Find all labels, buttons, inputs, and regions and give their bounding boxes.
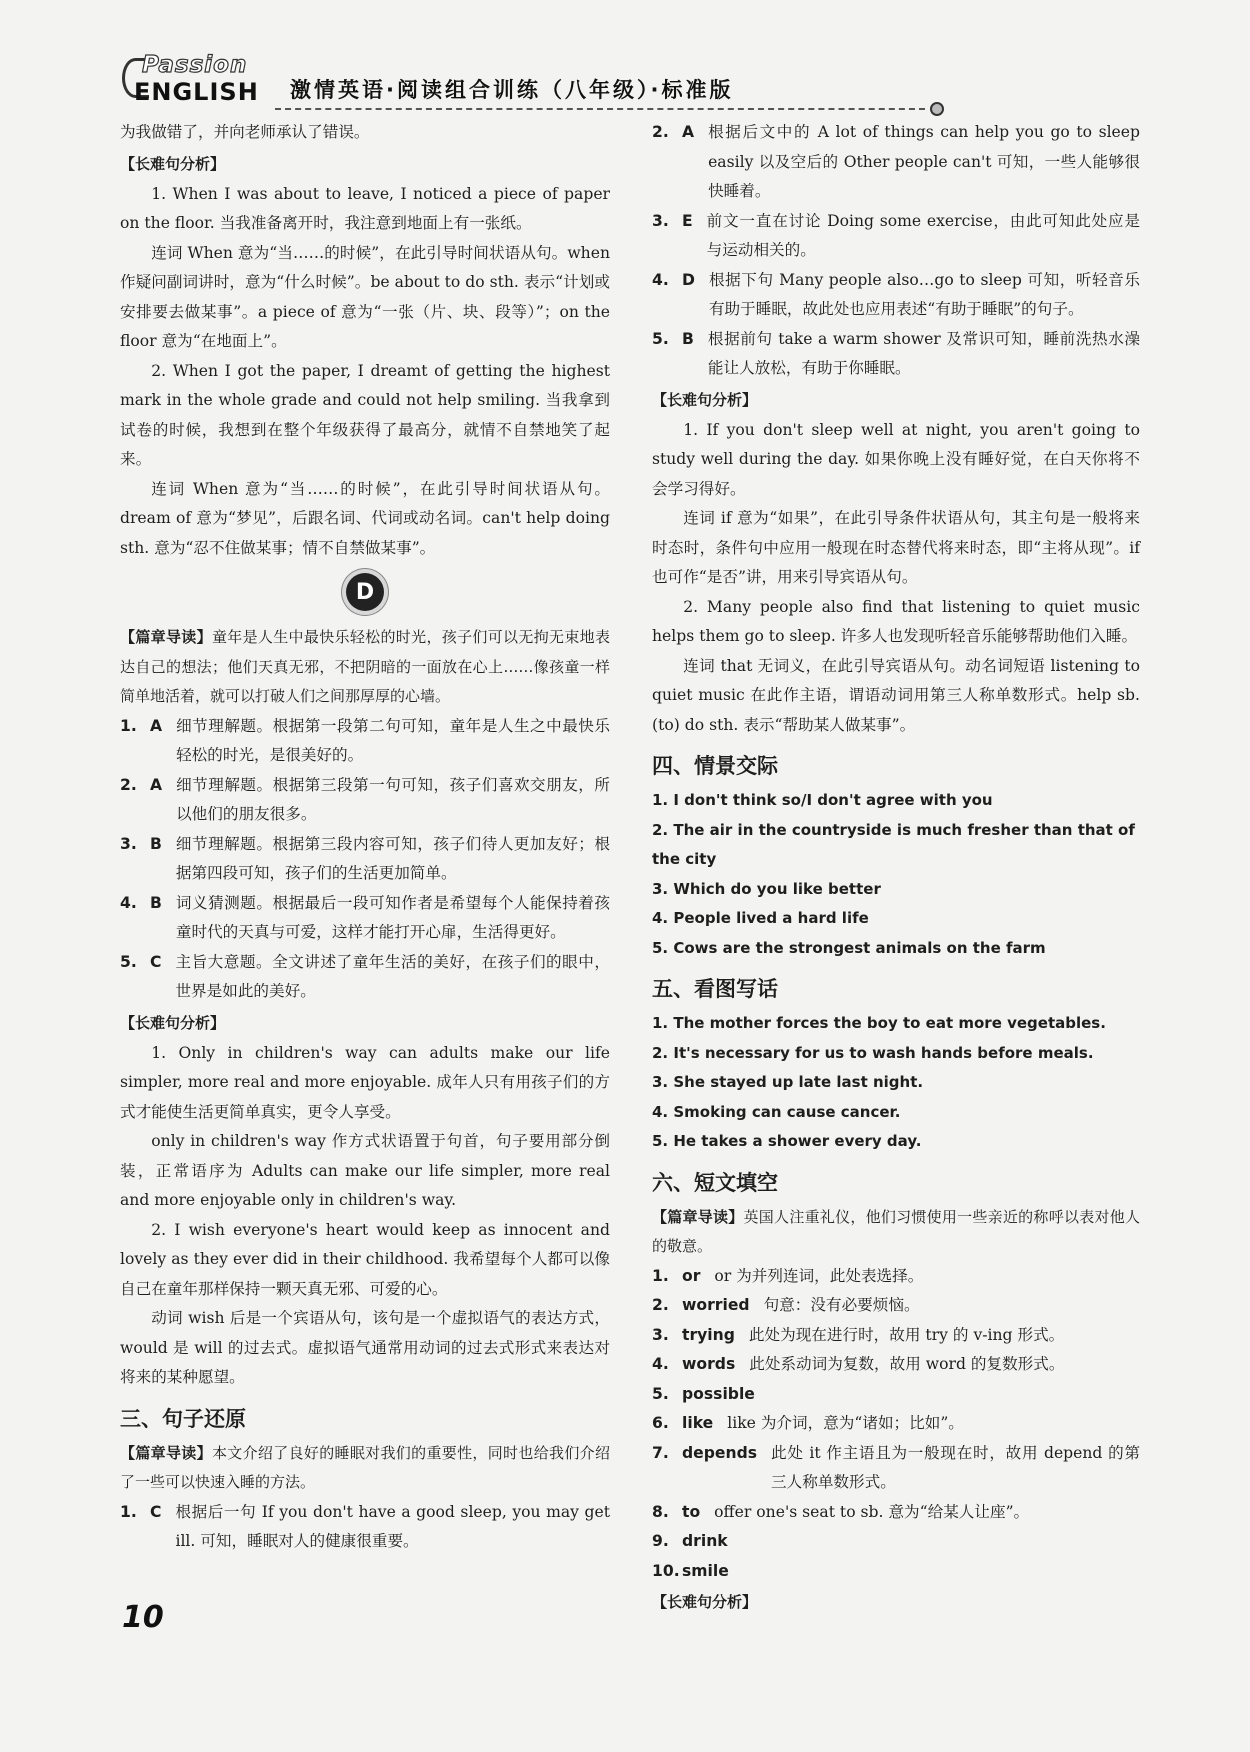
paragraph: 2. When I got the paper, I dreamt of getting the highest mark in the whole grade and could not help smiling. 当我拿到试卷的时候，我想到在整个年级获得了最高分，就情不自禁地笑了起来。 (120, 361, 610, 468)
paragraph: 连词 When 意为“当……的时候”，在此引导时间状语从句。when 作疑问副词讲时，意为“什么时候”。be about to do sth. 表示“计划或安排要去做某事”。a piece of 意为“一张（片、块、段等）”；on the floor 意为“在地面上”。 (120, 243, 610, 350)
paragraph: 连词 if 意为“如果”，在此引导条件状语从句，其主句是一般将来时态时，条件句中应用一般现在时态替代将来时态，即“主将从现”。if 也可作“是否”讲，用来引导宾语从句。 (652, 509, 1140, 586)
item-answer: C (150, 1502, 162, 1521)
item-number: 2. (652, 123, 669, 141)
answer-line: 4. People lived a hard life (652, 909, 869, 927)
item-explanation: 此处 it 作主语且为一般现在时，故用 depend 的第三人称单数形式。 (771, 1443, 1140, 1491)
answer-item (652, 1557, 1140, 1587)
answer-item (120, 771, 610, 830)
answer-line: 1. The mother forces the boy to eat more vegetables. (652, 1014, 1106, 1032)
passage-badge (120, 573, 610, 611)
item-explanation: 根据下句 Many people also…go to sleep 可知，听轻音乐有助于睡眠，故此处也应用表述“有助于睡眠”的句子。 (708, 270, 1140, 318)
section-heading: 五、看图写话 (652, 977, 778, 1001)
answer-item (652, 1409, 1140, 1439)
answer-item (120, 948, 610, 1007)
item-answer: A (150, 716, 163, 735)
item-explanation (769, 1380, 1140, 1410)
paragraph: 1. If you don't sleep well at night, you aren't going to study well during the day. 如果你晚上没有睡好觉，在白天你将不会学习得好。 (652, 420, 1140, 498)
item-explanation: 细节理解题。根据第三段第一句可知，孩子们喜欢交朋友，所以他们的朋友很多。 (176, 775, 610, 823)
answer-line: 1. I don't think so/I don't agree with you (652, 791, 993, 809)
answer-line: 2. The air in the countryside is much fresher than that of the city (652, 820, 1135, 868)
passage-intro (652, 1203, 1140, 1262)
answer-item (652, 1439, 1140, 1498)
page-header (120, 42, 950, 122)
intro-tag: 【篇章导读】 (652, 1207, 744, 1226)
paragraph: only in children's way 作方式状语置于句首，句子要用部分倒装，正常语序为 Adults can make our life simpler, more real and more enjoyable only in children's way. (120, 1132, 610, 1209)
item-number: 3. (120, 834, 137, 853)
item-answer: like (682, 1414, 714, 1432)
left-column (120, 118, 610, 1557)
paragraph: 1. When I was about to leave, I noticed a piece of paper on the floor. 当我准备离开时，我注意到地面上有一张纸。 (120, 184, 610, 232)
item-number: 5. (120, 952, 137, 971)
answer-list-sec6 (652, 1262, 1140, 1587)
item-answer: drink (682, 1532, 728, 1550)
answer-item (652, 1527, 1140, 1557)
item-number: 4. (652, 270, 669, 289)
paragraph: 动词 wish 后是一个宾语从句，该句是一个虚拟语气的表达方式，would 是 will 的过去式。虚拟语气通常用动词的过去式形式来表达对将来的某种愿望。 (120, 1309, 610, 1386)
answer-item (652, 1498, 1140, 1528)
answer-item (120, 1498, 610, 1557)
item-answer: B (150, 893, 162, 912)
item-number: 8. (652, 1502, 669, 1521)
item-answer: B (682, 329, 694, 348)
section-heading: 三、句子还原 (120, 1406, 246, 1431)
logo-passion-text: Passion (142, 52, 248, 78)
book-title: 激情英语·阅读组合训练（八年级）·标准版 (290, 78, 734, 102)
item-explanation: 主旨大意题。全文讲述了童年生活的美好，在孩子们的眼中，世界是如此的美好。 (175, 952, 610, 1000)
item-explanation: 细节理解题。根据第三段内容可知，孩子们待人更加友好；根据第四段可知，孩子们的生活更加简单。 (175, 834, 610, 882)
section-tag: 【长难句分析】 (120, 154, 226, 173)
item-number: 7. (652, 1443, 669, 1462)
item-answer: trying (682, 1325, 735, 1344)
intro-text: 童年是人生中最快乐轻松的时光，孩子们可以无拘无束地表达自己的想法；他们天真无邪，不把阴暗的一面放在心上……像孩童一样简单地活着，就可以打破人们之间那厚厚的心墙。 (120, 628, 610, 705)
header-dot-icon (930, 102, 944, 116)
answer-item (652, 1291, 1140, 1321)
item-explanation (743, 1557, 1140, 1587)
answer-item (120, 712, 610, 771)
item-answer: to (682, 1502, 701, 1521)
item-answer: depends (682, 1443, 758, 1462)
item-explanation: 词义猜测题。根据最后一段可知作者是希望每个人能保持着孩童时代的天真与可爱，这样才能打开心扉，生活得更好。 (175, 893, 610, 941)
answer-item (652, 118, 1140, 207)
item-number: 10. (652, 1561, 680, 1580)
item-explanation: 此处系动词为复数，故用 word 的复数形式。 (749, 1355, 1065, 1373)
item-number: 1. (652, 1266, 669, 1285)
intro-tag: 【篇章导读】 (120, 628, 212, 646)
item-answer: smile (682, 1561, 729, 1580)
item-number: 5. (652, 329, 669, 348)
answer-line: 5. He takes a shower every day. (652, 1132, 922, 1150)
item-answer: C (150, 952, 162, 971)
badge-d: D (346, 573, 384, 611)
item-answer: possible (682, 1384, 755, 1403)
answer-list-sec3 (652, 118, 1140, 384)
passage-intro (120, 623, 610, 712)
intro-text: 英国人注重礼仪，他们习惯使用一些亲近的称呼以表对他人的敬意。 (652, 1207, 1140, 1255)
answer-item (652, 1350, 1140, 1380)
item-number: 5. (652, 1384, 669, 1403)
item-answer: worried (682, 1296, 750, 1314)
intro-text: 本文介绍了良好的睡眠对我们的重要性，同时也给我们介绍了一些可以快速入睡的方法。 (120, 1443, 610, 1491)
passage-intro (120, 1439, 610, 1498)
item-number: 6. (652, 1414, 669, 1432)
item-answer: E (682, 211, 693, 230)
paragraph: 为我做错了，并向老师承认了错误。 (120, 123, 370, 141)
answer-line: 4. Smoking can cause cancer. (652, 1102, 901, 1121)
right-column (652, 118, 1140, 1618)
item-explanation: or 为并列连词，此处表选择。 (714, 1266, 924, 1285)
paragraph: 连词 When 意为“当……的时候”，在此引导时间状语从句。dream of 意为“梦见”，后跟名词、代词或动名词。can't help doing sth. 意为“忍不住做某事；情不自禁做某事”。 (120, 479, 610, 557)
section-heading: 六、短文填空 (652, 1170, 778, 1195)
paragraph: 1. Only in children's way can adults make our life simpler, more real and more enjoyable. 成年人只有用孩子们的方式才能使生活更简单真实，更令人享受。 (120, 1043, 610, 1121)
paragraph: 2. Many people also find that listening to quiet music helps them go to sleep. 许多人也发现听轻音乐能够帮助他们入睡。 (652, 597, 1140, 645)
answer-line: 2. It's necessary for us to wash hands before meals. (652, 1043, 1094, 1062)
header-divider (275, 108, 925, 110)
page-number: 10 (122, 1600, 164, 1635)
logo-english-text: ENGLISH (134, 78, 259, 106)
item-explanation: 细节理解题。根据第一段第二句可知，童年是人生之中最快乐轻松的时光，是很美好的。 (176, 716, 610, 764)
answer-line: 3. Which do you like better (652, 879, 881, 898)
item-number: 4. (120, 893, 137, 912)
answer-item (652, 325, 1140, 384)
item-number: 9. (652, 1532, 669, 1550)
section-tag: 【长难句分析】 (652, 390, 758, 409)
answer-item (652, 207, 1140, 266)
answer-item (652, 1380, 1140, 1410)
item-explanation: 根据后一句 If you don't have a good sleep, you may get ill. 可知，睡眠对人的健康很重要。 (175, 1502, 610, 1550)
answer-list-sec4 (652, 786, 1140, 963)
passion-english-logo (120, 50, 270, 110)
section-tag: 【长难句分析】 (652, 1593, 758, 1611)
item-explanation: 根据后文中的 A lot of things can help you go to sleep easily 以及空后的 Other people can't 可知，一些人能够很快睡着。 (708, 123, 1140, 200)
item-answer: or (682, 1266, 701, 1285)
answer-item (120, 830, 610, 889)
section-heading: 四、情景交际 (652, 754, 778, 778)
answer-line: 3. She stayed up late last night. (652, 1073, 924, 1091)
item-explanation: offer one's seat to sb. 意为“给某人让座”。 (714, 1502, 1030, 1521)
answer-list-sec5 (652, 1009, 1140, 1157)
item-explanation: 前文一直在讨论 Doing some exercise，由此可知此处应是与运动相关的。 (706, 211, 1140, 259)
item-number: 2. (652, 1296, 669, 1314)
item-number: 1. (120, 716, 137, 735)
item-answer: A (682, 123, 695, 141)
item-answer: D (682, 270, 695, 289)
section-tag: 【长难句分析】 (120, 1013, 226, 1032)
paragraph: 连词 that 无词义，在此引导宾语从句。动名词短语 listening to quiet music 在此作主语，谓语动词用第三人称单数形式。help sb. (to) do sth. 表示“帮助某人做某事”。 (652, 656, 1140, 734)
answer-line: 5. Cows are the strongest animals on the farm (652, 938, 1046, 957)
answer-item (652, 1262, 1140, 1292)
paragraph: 2. I wish everyone's heart would keep as innocent and lovely as they ever did in their childhood. 我希望每个人都可以像自己在童年那样保持一颗天真无邪、可爱的心。 (120, 1220, 610, 1298)
item-answer: B (150, 834, 162, 853)
item-explanation: 此处为现在进行时，故用 try 的 v-ing 形式。 (748, 1325, 1065, 1344)
item-explanation: 句意：没有必要烦恼。 (763, 1296, 920, 1314)
item-answer: A (150, 775, 163, 794)
answer-list-d (120, 712, 610, 1007)
item-explanation: 根据前句 take a warm shower 及常识可知，睡前洗热水澡能让人放松，有助于你睡眠。 (707, 329, 1140, 377)
item-explanation (742, 1527, 1140, 1557)
item-answer: words (682, 1355, 736, 1373)
item-number: 4. (652, 1355, 669, 1373)
intro-tag: 【篇章导读】 (120, 1443, 212, 1462)
item-number: 1. (120, 1502, 137, 1521)
answer-item (652, 1321, 1140, 1351)
item-number: 3. (652, 1325, 669, 1344)
answer-item (120, 889, 610, 948)
answer-item (652, 266, 1140, 325)
item-explanation: like 为介词，意为“诸如；比如”。 (727, 1414, 964, 1432)
item-number: 2. (120, 775, 137, 794)
item-number: 3. (652, 211, 669, 230)
